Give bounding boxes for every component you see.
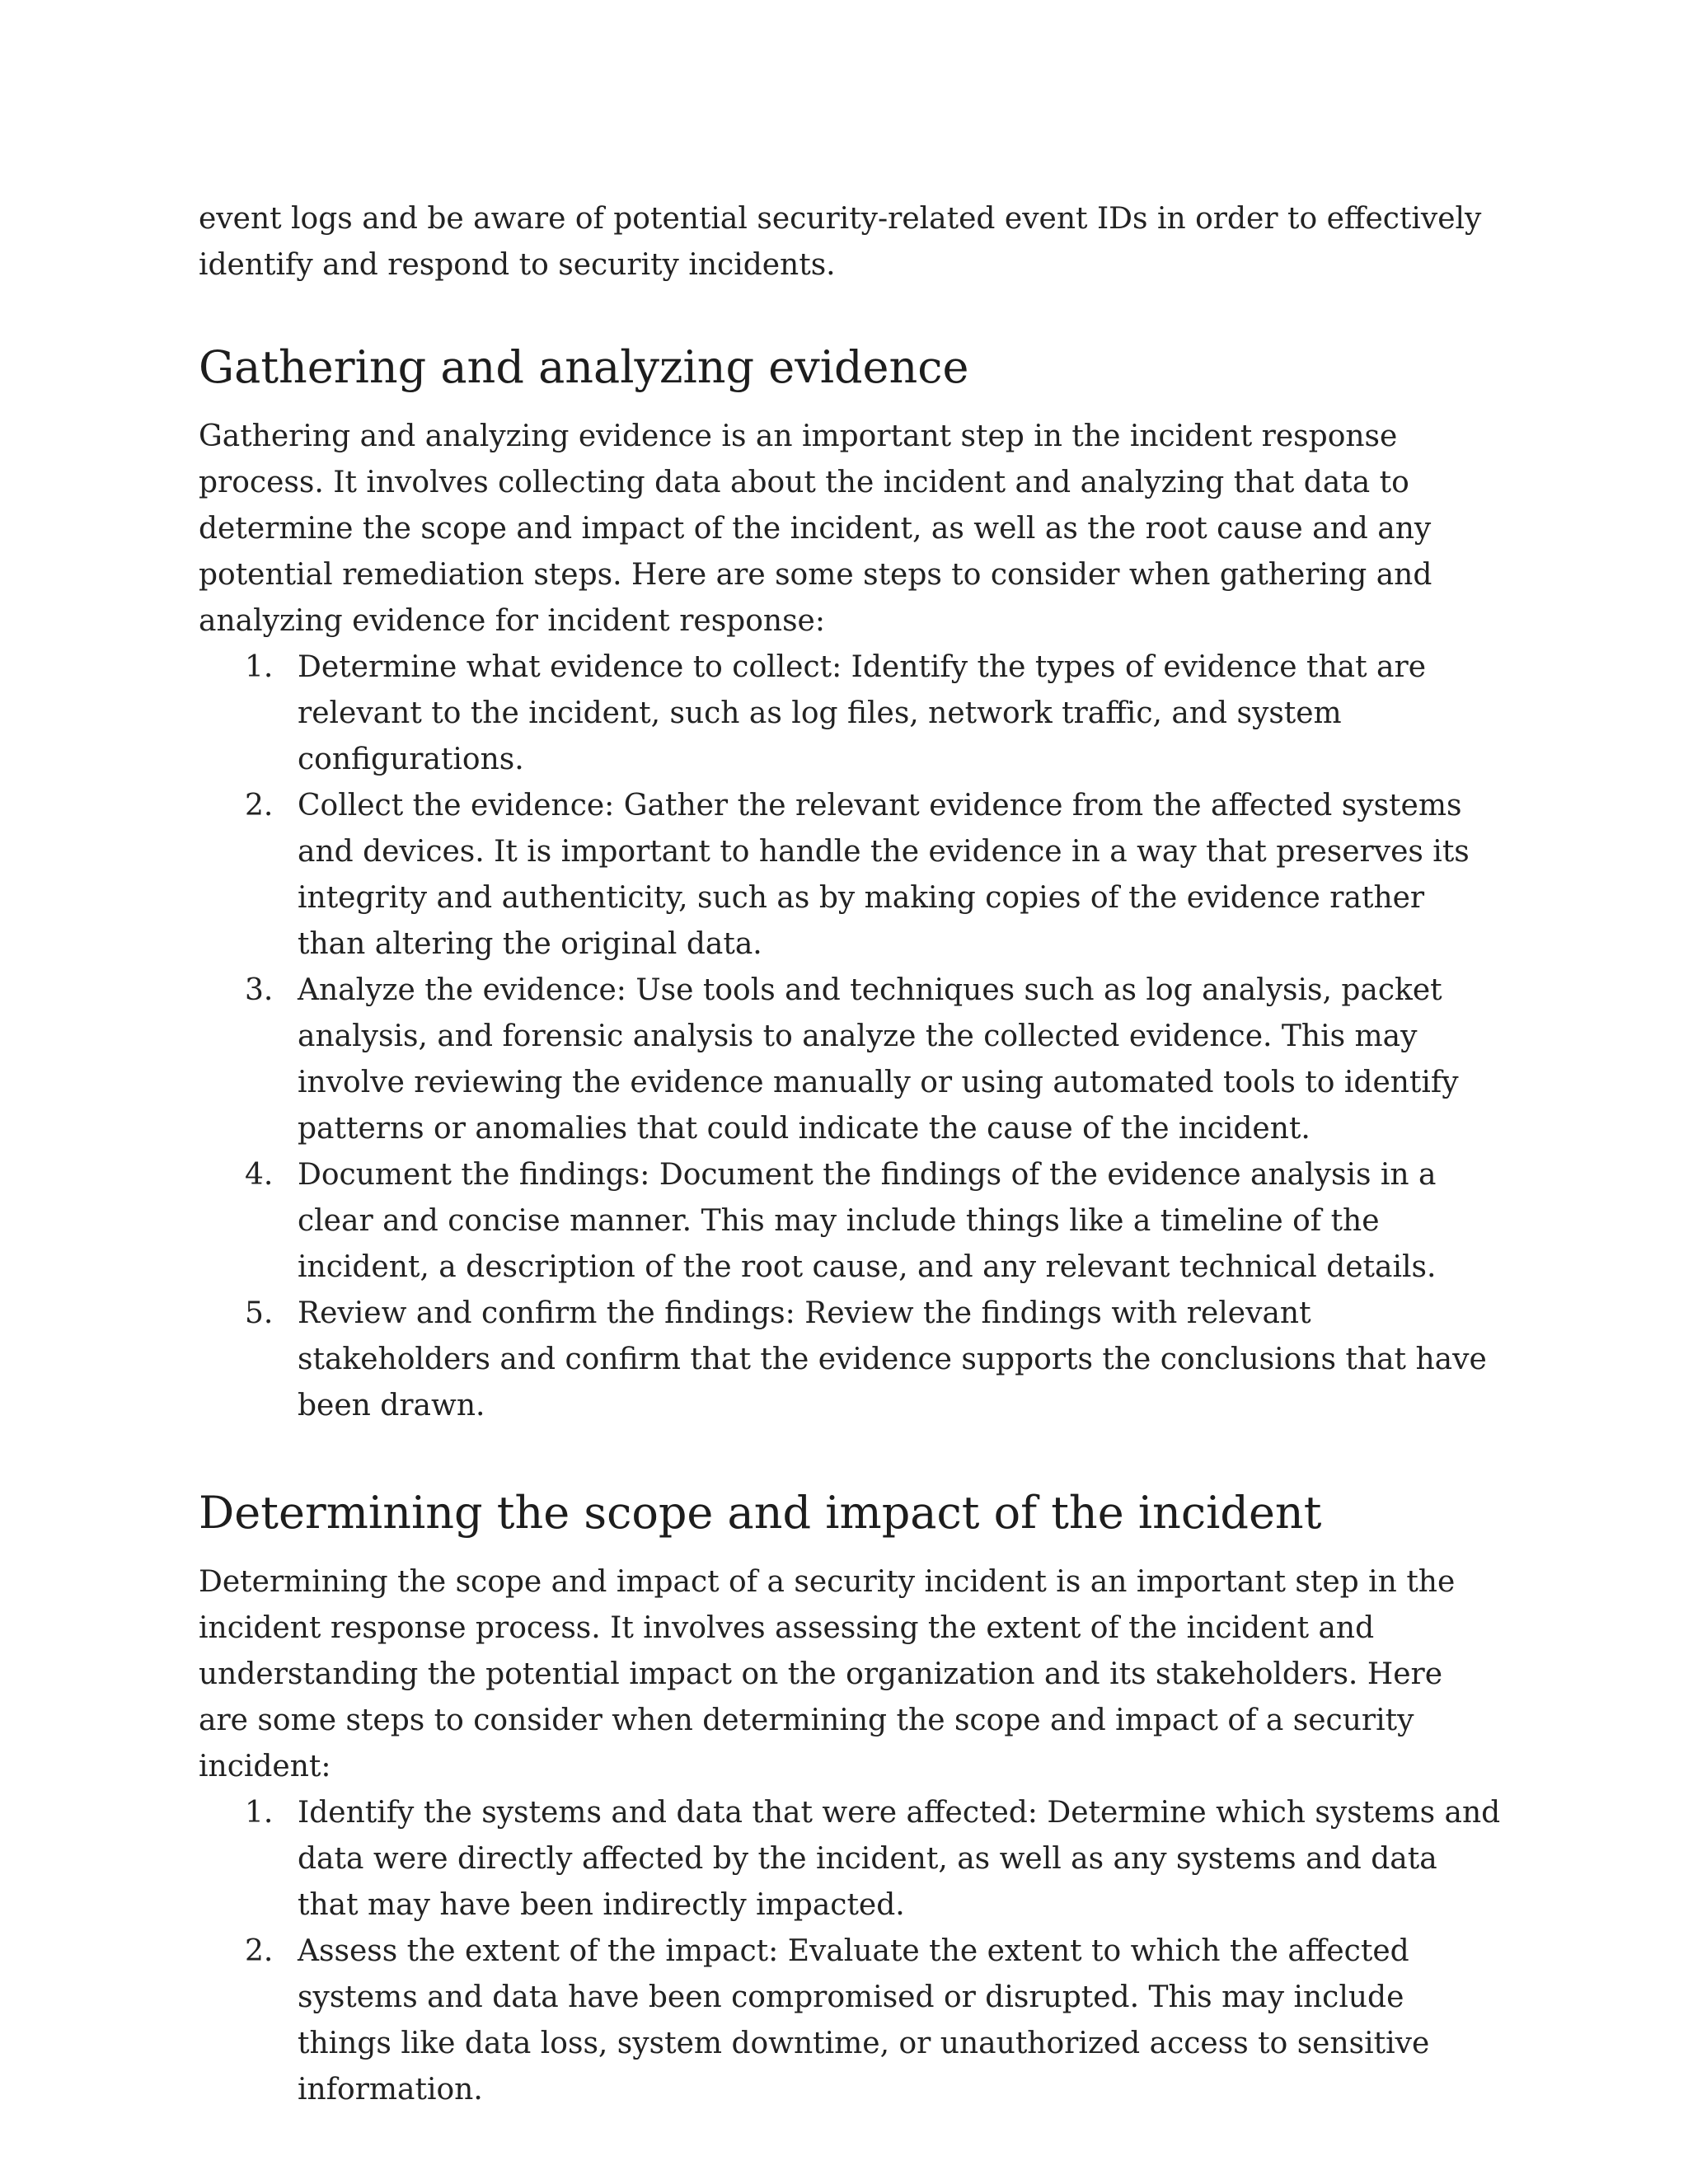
list-item-number: 3. xyxy=(245,973,274,1007)
list-item xyxy=(199,1152,1501,1291)
list-item-number: 5. xyxy=(245,1296,274,1330)
steps-list-scope-impact xyxy=(199,1790,1501,2113)
list-item-number: 1. xyxy=(245,650,274,684)
list-item-text: Determine what evidence to collect: Identify the types of evidence that are relevant to the incident, such as log files, network traffic, and system configurations. xyxy=(298,650,1427,776)
list-item-text: Document the findings: Document the findings of the evidence analysis in a clear and concise manner. This may include things like a timeline of the incident, a description of the root cause, and any relevant technical details. xyxy=(298,1158,1437,1284)
list-item xyxy=(199,1790,1501,1929)
list-item-text: Review and confirm the findings: Review the findings with relevant stakeholders and confirm that the evidence supports the conclusions that have been drawn. xyxy=(298,1296,1487,1422)
list-item-number: 2. xyxy=(245,789,274,823)
list-item-number: 2. xyxy=(245,1934,274,1968)
section-heading-gathering-evidence: Gathering and analyzing evidence xyxy=(199,341,969,393)
section-paragraph-gathering-evidence: Gathering and analyzing evidence is an important step in the incident response process. It involves collecting data about the incident and analyzing that data to determine the scope and impact of the incident, as well as the root cause and any potential remediation steps. Here are some steps to consider when gathering and analyzing evidence for incident response: xyxy=(199,419,1432,638)
list-item-text: Identify the systems and data that were affected: Determine which systems and data were directly affected by the incident, as well as any systems and data that may have been indirectly impacted. xyxy=(298,1796,1501,1922)
list-item xyxy=(199,1291,1501,1429)
document-page xyxy=(199,196,1501,2113)
steps-list-gathering-evidence xyxy=(199,644,1501,1429)
list-item-text: Analyze the evidence: Use tools and techniques such as log analysis, packet analysis, and forensic analysis to analyze the collected evidence. This may involve reviewing the evidence manually or using automated tools to identify patterns or anomalies that could indicate the cause of the incident. xyxy=(298,973,1459,1146)
intro-paragraph: event logs and be aware of potential security-related event IDs in order to effectively identify and respond to security incidents. xyxy=(199,202,1482,282)
list-item-number: 1. xyxy=(245,1796,274,1830)
list-item-number: 4. xyxy=(245,1158,274,1192)
list-item-text: Assess the extent of the impact: Evaluate the extent to which the affected systems and data have been compromised or disrupted. This may include things like data loss, system downtime, or unauthorized access to sensitive information. xyxy=(298,1934,1430,2107)
section-paragraph-scope-impact: Determining the scope and impact of a security incident is an important step in the incident response process. It involves assessing the extent of the incident and understanding the potential impact on the organization and its stakeholders. Here are some steps to consider when determining the scope and impact of a security incident: xyxy=(199,1565,1456,1783)
list-item xyxy=(199,968,1501,1152)
section-heading-scope-impact: Determining the scope and impact of the incident xyxy=(199,1487,1322,1539)
list-item xyxy=(199,644,1501,783)
list-item xyxy=(199,1929,1501,2113)
list-item xyxy=(199,783,1501,968)
list-item-text: Collect the evidence: Gather the relevant evidence from the affected systems and devices. It is important to handle the evidence in a way that preserves its integrity and authenticity, such as by making copies of the evidence rather than altering the original data. xyxy=(298,789,1470,961)
